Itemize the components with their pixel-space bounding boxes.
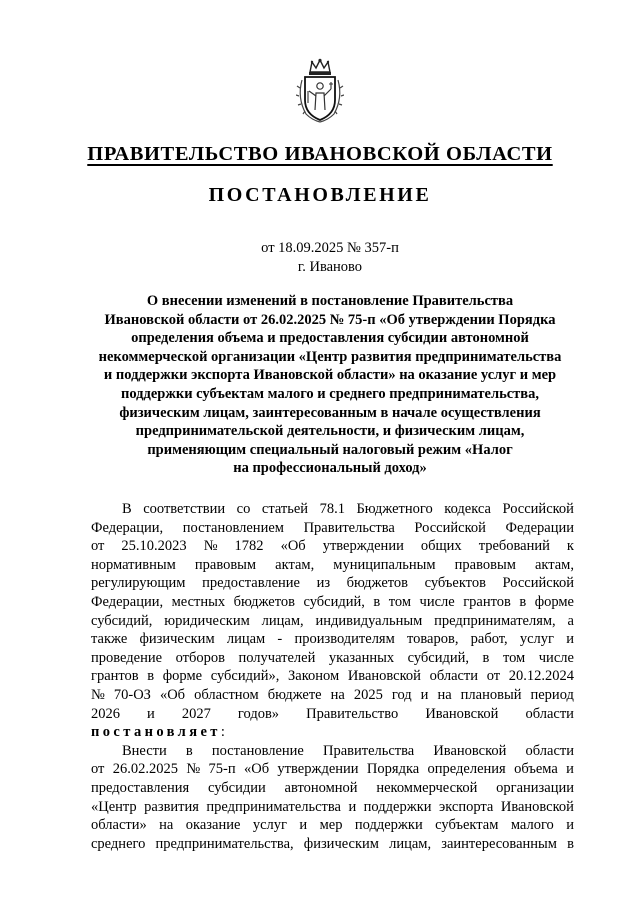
- word: области: [525, 705, 574, 722]
- word: Федерации,: [91, 519, 164, 536]
- document-type: ПОСТАНОВЛЕНИЕ: [208, 184, 432, 206]
- word: субсидий,: [407, 649, 470, 666]
- word: и: [566, 761, 574, 778]
- word: услуг: [519, 631, 554, 648]
- word: работ,: [470, 631, 508, 648]
- word: в: [185, 742, 193, 759]
- text-line: [91, 593, 574, 612]
- paragraph-decision: [91, 742, 574, 854]
- text-line: [91, 649, 574, 668]
- word: 78.1: [319, 501, 345, 517]
- word: субсидий,: [91, 612, 153, 629]
- word: 1782: [234, 538, 264, 555]
- word: индивидуальным: [315, 612, 423, 629]
- word: форме: [534, 593, 574, 610]
- word: области: [429, 668, 479, 685]
- word: период: [530, 686, 574, 703]
- word: нормативным: [91, 556, 176, 573]
- word: областном: [194, 686, 259, 703]
- word: в: [373, 593, 381, 610]
- word: Российской: [502, 575, 574, 592]
- word: год: [391, 686, 412, 703]
- word: на: [437, 686, 452, 703]
- word: поддержки: [354, 817, 423, 834]
- word: мер: [319, 817, 343, 834]
- word: в: [519, 593, 527, 610]
- word: к: [566, 538, 574, 555]
- document-date-number: от 18.09.2025 № 357-п: [261, 240, 399, 256]
- decree-colon: :: [220, 724, 225, 741]
- decree-line: [91, 723, 574, 742]
- subject-line: поддержки субъектам малого и среднего предпринимательства,: [120, 385, 540, 402]
- word: от: [486, 668, 501, 685]
- word: -: [277, 631, 283, 648]
- word: 2027: [181, 705, 211, 722]
- word: предпринимательства: [206, 798, 341, 815]
- word: оказание: [185, 817, 241, 834]
- word: грантов: [91, 668, 139, 685]
- text-line: [91, 760, 574, 779]
- word: 75-п: [208, 761, 236, 778]
- coat-of-arms-icon: [296, 58, 344, 124]
- word: от: [91, 538, 105, 555]
- subject-line: на профессиональный доход»: [233, 460, 427, 477]
- text-line: [91, 612, 574, 631]
- word: Правительство: [306, 705, 399, 722]
- subject-line: определения объема и предоставления субсидии автономной: [131, 330, 529, 347]
- subject-line: предпринимательской деятельности, и физическим лицам,: [135, 423, 525, 440]
- word: субсидии: [207, 779, 266, 796]
- text-line: [91, 667, 574, 686]
- text-line: [91, 630, 574, 649]
- word: «Об: [280, 538, 306, 555]
- word: и: [348, 798, 357, 815]
- word: грантов: [463, 593, 511, 610]
- word: экспорта: [439, 798, 494, 815]
- word: актам,: [275, 556, 315, 573]
- text-line: [91, 835, 574, 854]
- word: товаров,: [406, 631, 459, 648]
- word: правовым: [454, 556, 516, 573]
- word: предпринимательства,: [155, 835, 294, 852]
- word: Федерации,: [91, 593, 164, 610]
- word: физическим: [303, 835, 379, 852]
- word: требований: [478, 538, 550, 555]
- word: и: [299, 817, 308, 834]
- word: со: [236, 501, 251, 517]
- word: местных: [171, 593, 226, 610]
- word: бюджетов: [233, 593, 295, 610]
- word: числе: [419, 593, 455, 610]
- word: 2025: [353, 686, 383, 703]
- word: предоставление: [202, 575, 300, 592]
- word: физическим: [139, 631, 215, 648]
- word: указанных: [328, 649, 395, 666]
- word: поддержки: [363, 798, 432, 815]
- word: форме: [162, 668, 203, 685]
- word: среднего: [91, 835, 146, 852]
- word: «Центр: [91, 798, 137, 815]
- word: получателей: [238, 649, 316, 666]
- subject-line: применяющим специальный налоговый режим «Налог: [147, 441, 513, 458]
- word: том: [502, 649, 526, 666]
- word: статьей: [261, 501, 309, 517]
- word: и: [566, 631, 574, 648]
- word: Федерации: [505, 519, 574, 536]
- subject-line: О внесении изменений в постановление Правительства: [146, 293, 514, 309]
- word: субсидий»,: [210, 668, 280, 685]
- word: бюджетов: [346, 575, 408, 592]
- word: малого: [510, 817, 554, 834]
- word: бюджете: [267, 686, 322, 703]
- word: Ивановской: [500, 798, 574, 815]
- word: Ивановской: [347, 668, 421, 685]
- word: постановлением: [182, 519, 284, 536]
- word: муниципальным: [333, 556, 436, 573]
- word: юридическим: [164, 612, 250, 629]
- word: «Об: [159, 686, 186, 703]
- word: Ивановской: [433, 742, 507, 759]
- text-line: [91, 705, 574, 724]
- text-line: [91, 537, 574, 556]
- word: Правительства: [303, 519, 395, 536]
- word: 2026: [91, 705, 120, 722]
- word: утверждении: [277, 761, 359, 778]
- subject-line: и поддержки экспорта Ивановской области» на оказание услуг и мер: [103, 367, 557, 384]
- word: в: [147, 668, 155, 685]
- government-title: ПРАВИТЕЛЬСТВО ИВАНОВСКОЙ ОБЛАСТИ: [87, 143, 553, 165]
- text-line: [91, 519, 574, 538]
- word: на: [159, 817, 174, 834]
- text-line: [91, 816, 574, 835]
- word: объема: [514, 761, 558, 778]
- text-line: [91, 798, 574, 817]
- text-line: [91, 686, 574, 705]
- word: актам,: [534, 556, 574, 573]
- word: производителям: [294, 631, 395, 648]
- text-line: [91, 500, 574, 519]
- word: Российской: [502, 501, 574, 517]
- document-subject: [80, 292, 580, 478]
- decree-word: постановляет: [91, 724, 221, 741]
- word: отборов: [175, 649, 225, 666]
- word: субъектам: [435, 817, 499, 834]
- word: лицам,: [261, 612, 304, 629]
- word: Ивановской: [425, 705, 499, 722]
- subject-line: Ивановской области от 26.02.2025 № 75-п «Об утверждении Порядка: [104, 311, 556, 328]
- word: организации: [496, 779, 574, 796]
- word: развития: [144, 798, 199, 815]
- word: №: [91, 686, 105, 703]
- subject-line: некоммерческой организации «Центр развития предпринимательства: [98, 348, 562, 365]
- word: Порядка: [366, 761, 420, 778]
- word: проведение: [91, 649, 163, 666]
- word: определения: [427, 761, 506, 778]
- word: №: [203, 538, 218, 555]
- word: Внести: [122, 742, 167, 759]
- word: правовым: [194, 556, 257, 573]
- word: и: [420, 686, 429, 703]
- word: и: [566, 817, 574, 834]
- text-line: [91, 556, 574, 575]
- word: В: [122, 501, 132, 517]
- word: в: [567, 835, 574, 852]
- word: автономной: [284, 779, 358, 796]
- word: соответствии: [143, 501, 226, 517]
- word: числе: [538, 649, 574, 666]
- word: в: [482, 649, 490, 666]
- word: лицам: [226, 631, 266, 648]
- word: от: [91, 761, 105, 778]
- word: «Об: [243, 761, 270, 778]
- word: субъектов: [424, 575, 486, 592]
- word: годов»: [237, 705, 280, 722]
- word: 25.10.2023: [121, 538, 187, 555]
- document-city: г. Иваново: [297, 259, 363, 275]
- word: том: [388, 593, 412, 610]
- word: 26.02.2025: [112, 761, 178, 778]
- subject-line: физическим лицам, заинтересованным в начале осуществления: [119, 404, 541, 421]
- word: услуг: [252, 817, 287, 834]
- paragraph-preamble: [91, 500, 574, 723]
- word: из: [316, 575, 331, 592]
- word: области: [525, 742, 574, 759]
- word: плановый: [460, 686, 522, 703]
- word: предпринимателям,: [434, 612, 556, 629]
- word: на: [330, 686, 345, 703]
- word: также: [91, 631, 128, 648]
- word: кодекса: [444, 501, 491, 517]
- text-line: [91, 742, 574, 761]
- word: заинтересованным: [441, 835, 557, 852]
- word: Российской: [414, 519, 486, 536]
- word: а: [567, 612, 574, 629]
- text-line: [91, 779, 574, 798]
- document-body: [91, 500, 574, 853]
- word: постановление: [211, 742, 304, 759]
- word: регулирующим: [91, 575, 186, 592]
- word: общих: [420, 538, 462, 555]
- word: области»: [91, 817, 147, 834]
- word: Бюджетного: [356, 501, 433, 517]
- word: и: [147, 705, 155, 722]
- word: субсидий,: [303, 593, 365, 610]
- word: 20.12.2024: [508, 668, 574, 685]
- word: утверждении: [322, 538, 404, 555]
- text-line: [91, 574, 574, 593]
- word: №: [186, 761, 201, 778]
- word: Правительства: [322, 742, 415, 759]
- word: некоммерческой: [376, 779, 478, 796]
- word: лицам,: [389, 835, 432, 852]
- word: Законом: [288, 668, 340, 685]
- word: предоставления: [91, 779, 190, 796]
- word: 70-ОЗ: [113, 686, 151, 703]
